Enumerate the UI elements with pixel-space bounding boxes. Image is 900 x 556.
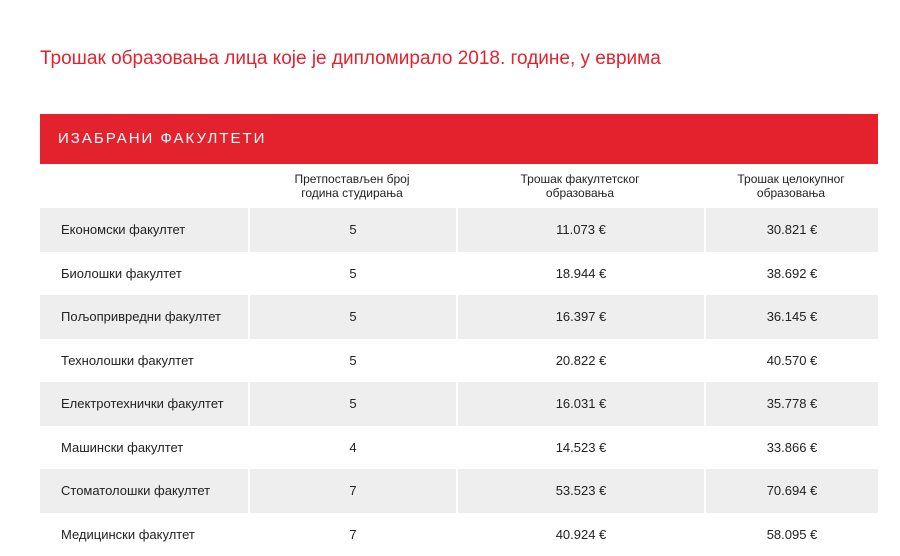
study-years-cell: 7 <box>248 469 456 513</box>
faculty-name-cell: Електротехнички факултет <box>40 382 248 426</box>
total-cost-cell: 30.821 € <box>704 208 878 252</box>
faculty-name-cell: Биолошки факултет <box>61 265 182 281</box>
faculty-cost-cell: 40.924 € <box>456 513 704 556</box>
study-years-cell: 5 <box>248 252 456 296</box>
table-row <box>40 513 878 556</box>
faculty-cost-cell: 20.822 € <box>456 339 704 383</box>
faculty-name-cell: Технолошки факултет <box>61 352 194 368</box>
table-row <box>40 339 878 383</box>
study-years-cell: 5 <box>248 382 456 426</box>
total-cost-cell: 36.145 € <box>704 295 878 339</box>
table-row <box>40 252 878 296</box>
table-row <box>40 208 878 252</box>
page-title: Трошак образовања лица које је дипломирало 2018. године, у еврима <box>40 48 661 69</box>
faculty-cost-cell: 53.523 € <box>456 469 704 513</box>
column-header-total-cost-label: Трошак целокупног образовања <box>737 172 845 200</box>
total-cost-cell: 35.778 € <box>704 382 878 426</box>
total-cost-cell: 40.570 € <box>704 339 878 383</box>
column-header-years-label: Претпостављен број година студирања <box>294 172 410 200</box>
faculty-name-cell: Машински факултет <box>61 439 184 455</box>
study-years-cell: 5 <box>248 339 456 383</box>
table-header-row <box>40 164 878 208</box>
study-years-cell: 5 <box>248 295 456 339</box>
faculty-cost-cell: 14.523 € <box>456 426 704 470</box>
table-row <box>40 469 878 513</box>
faculty-name-cell: Медицински факултет <box>61 526 195 542</box>
study-years-cell: 7 <box>248 513 456 556</box>
total-cost-cell: 58.095 € <box>704 513 878 556</box>
total-cost-cell: 33.866 € <box>704 426 878 470</box>
table-row <box>40 426 878 470</box>
study-years-cell: 5 <box>248 208 456 252</box>
faculty-name-cell: Стоматолошки факултет <box>40 469 248 513</box>
column-header-faculty <box>40 164 248 208</box>
faculty-cost-cell: 16.397 € <box>456 295 704 339</box>
total-cost-cell: 38.692 € <box>704 252 878 296</box>
table-row <box>40 382 878 426</box>
table-row <box>40 295 878 339</box>
column-header-faculty-cost-label: Трошак факултетског образовања <box>520 172 640 200</box>
column-header-years <box>248 164 456 208</box>
cost-table <box>40 164 878 556</box>
table-section-header: ИЗАБРАНИ ФАКУЛТЕТИ <box>40 114 878 164</box>
faculty-cost-cell: 18.944 € <box>456 252 704 296</box>
column-header-faculty-cost <box>456 164 704 208</box>
faculty-cost-cell: 16.031 € <box>456 382 704 426</box>
study-years-cell: 4 <box>248 426 456 470</box>
column-header-total-cost <box>704 164 878 208</box>
faculty-cost-cell: 11.073 € <box>456 208 704 252</box>
faculty-name-cell: Економски факултет <box>40 208 248 252</box>
total-cost-cell: 70.694 € <box>704 469 878 513</box>
faculty-name-cell: Пољопривредни факултет <box>40 295 248 339</box>
table-body <box>40 208 878 556</box>
